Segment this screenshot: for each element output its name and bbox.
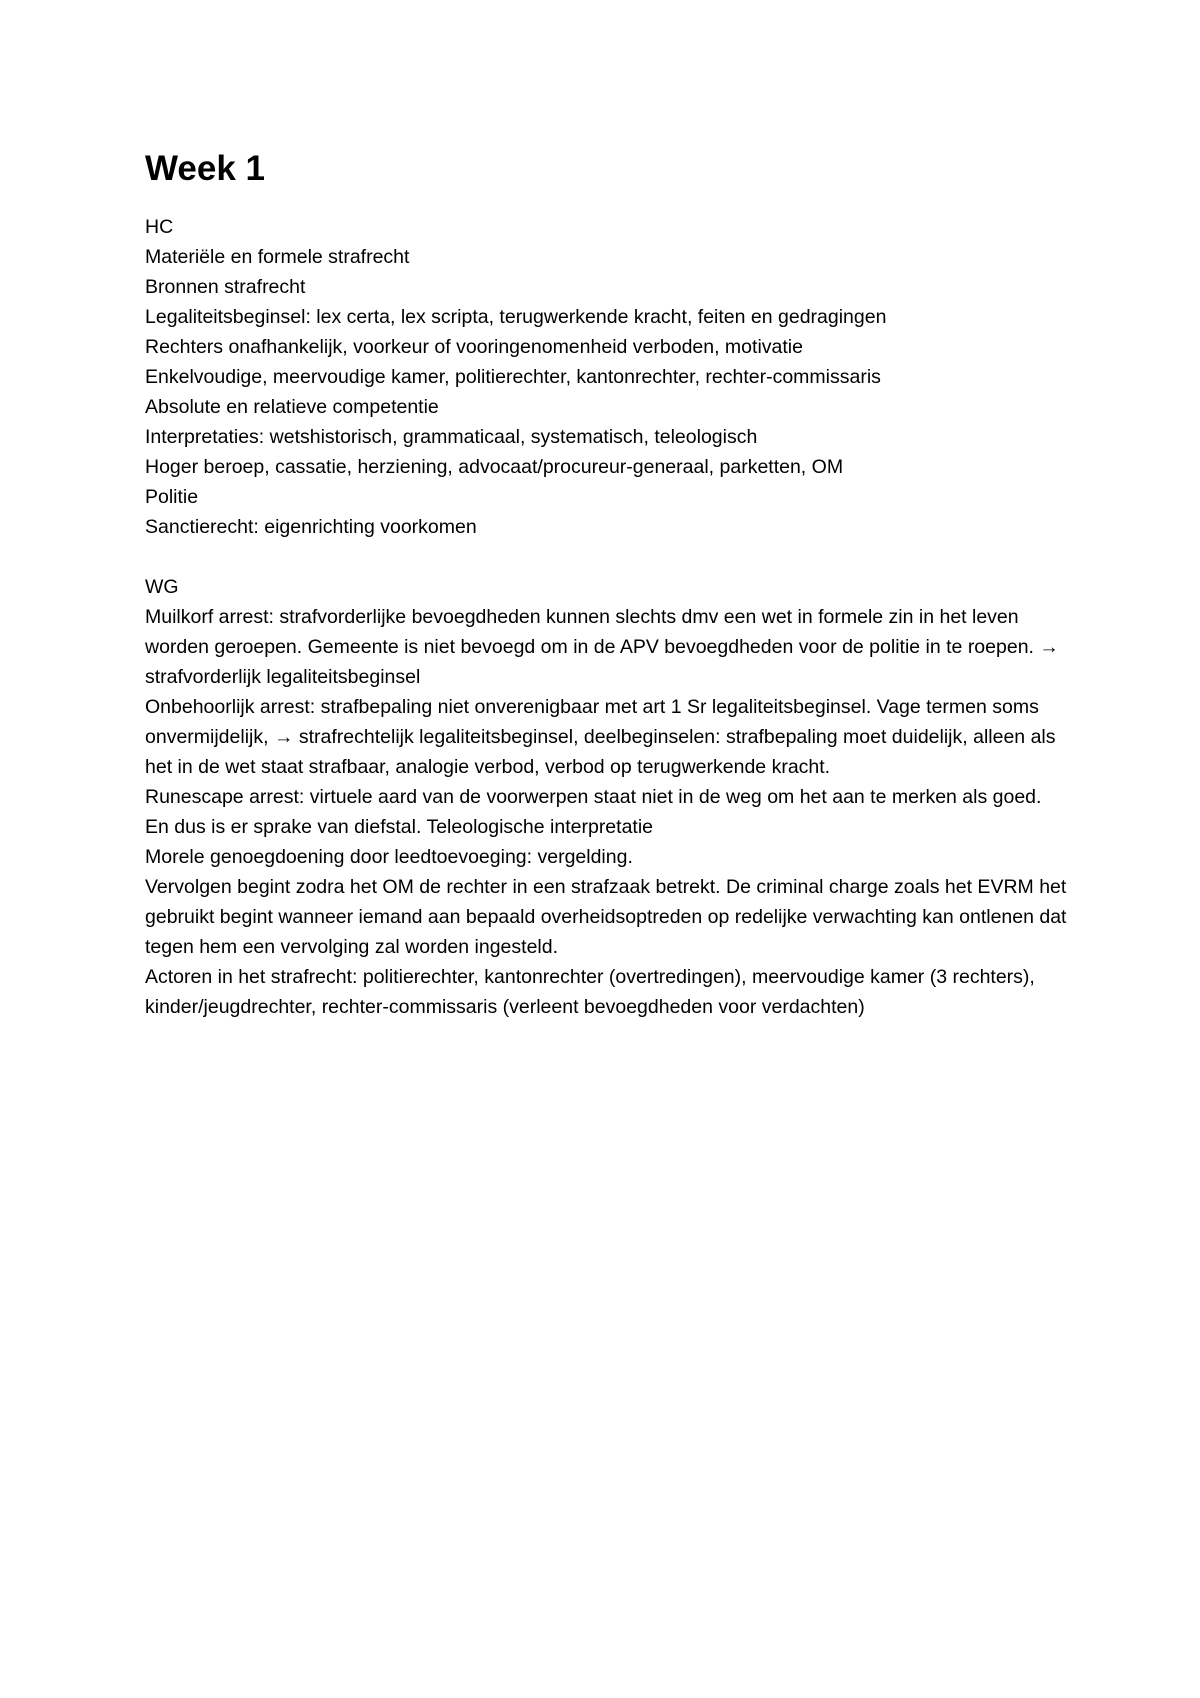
hc-line: Politie: [145, 486, 199, 508]
runescape-paragraph: Runescape arrest: virtuele aard van de voorwerpen staat niet in de weg om het aan te merken als goed. En dus is er sprake van diefstal. Teleologische interpretatie: [145, 786, 1042, 838]
page-title: Week 1: [145, 149, 265, 188]
hc-line: Rechters onafhankelijk, voorkeur of vooringenomenheid verboden, motivatie: [145, 336, 803, 358]
wg-heading: WG: [145, 576, 179, 598]
document-content: [145, 148, 1070, 1022]
hc-line: Sanctierecht: eigenrichting voorkomen: [145, 516, 477, 538]
section-spacer: [145, 542, 1070, 572]
hc-section: [145, 212, 1070, 542]
hc-heading: HC: [145, 216, 174, 238]
onbehoorlijk-paragraph: Onbehoorlijk arrest: strafbepaling niet onverenigbaar met art 1 Sr legaliteitsbeginsel. Vage termen soms onvermijdelijk, → strafrechtelijk legaliteitsbeginsel, deelbeginselen: strafbepaling moet duidelijk, alleen als het in de wet staat strafbaar, analogie verbod, verbod op terugwerkende kracht.: [145, 696, 1056, 778]
muilkorf-paragraph: Muilkorf arrest: strafvorderlijke bevoegdheden kunnen slechts dmv een wet in formele zin in het leven worden geroepen. Gemeente is niet bevoegd om in de APV bevoegdheden voor de politie in te roepen. → strafvorderlijk legaliteitsbeginsel: [145, 606, 1059, 688]
hc-line: Absolute en relatieve competentie: [145, 396, 439, 418]
vervolgen-paragraph: Vervolgen begint zodra het OM de rechter in een strafzaak betrekt. De criminal charge zoals het EVRM het gebruikt begint wanneer iemand aan bepaald overheidsoptreden op redelijke verwachting kan ontlenen dat tegen hem een vervolging zal worden ingesteld.: [145, 876, 1067, 958]
hc-line: Bronnen strafrecht: [145, 276, 306, 298]
hc-line: Interpretaties: wetshistorisch, grammaticaal, systematisch, teleologisch: [145, 426, 758, 448]
wg-section: [145, 572, 1070, 1022]
hc-line: Legaliteitsbeginsel: lex certa, lex scripta, terugwerkende kracht, feiten en gedragingen: [145, 306, 887, 328]
actoren-paragraph: Actoren in het strafrecht: politierechter, kantonrechter (overtredingen), meervoudige kamer (3 rechters), kinder/jeugdrechter, rechter-commissaris (verleent bevoegdheden voor verdachten): [145, 966, 1035, 1018]
hc-line: Materiële en formele strafrecht: [145, 246, 410, 268]
morele-paragraph: Morele genoegdoening door leedtoevoeging: vergelding.: [145, 846, 633, 868]
hc-line: Enkelvoudige, meervoudige kamer, politierechter, kantonrechter, rechter-commissaris: [145, 366, 881, 388]
hc-line: Hoger beroep, cassatie, herziening, advocaat/procureur-generaal, parketten, OM: [145, 456, 844, 478]
